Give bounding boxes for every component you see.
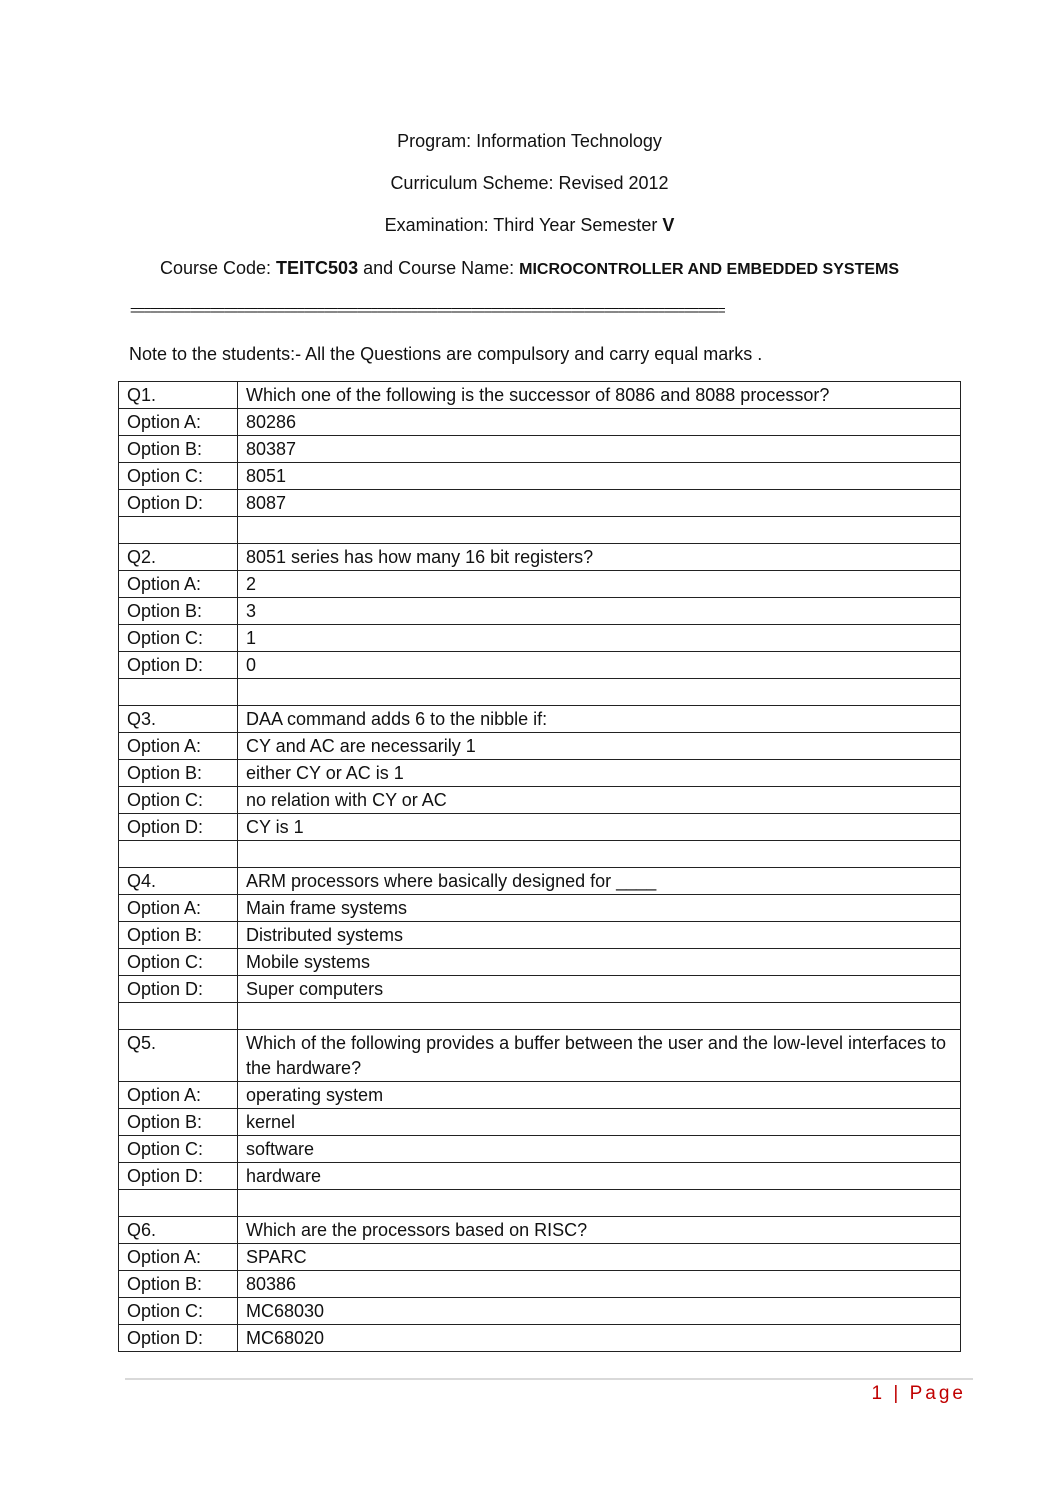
option-row-label: Option B: (119, 1271, 238, 1298)
question-row-text: DAA command adds 6 to the nibble if: (238, 706, 961, 733)
question-row-text: ARM processors where basically designed for ____ (238, 868, 961, 895)
separator-line: ========================================================================================= (130, 302, 725, 318)
option-row (119, 598, 961, 625)
spacer-row (119, 679, 961, 706)
spacer-row-text (238, 841, 961, 868)
option-row-label: Option D: (119, 814, 238, 841)
option-row (119, 1109, 961, 1136)
question-row (119, 544, 961, 571)
option-row-text: CY is 1 (238, 814, 961, 841)
option-row (119, 652, 961, 679)
option-row-label: Option A: (119, 571, 238, 598)
spacer-row-label (119, 1190, 238, 1217)
option-row (119, 1082, 961, 1109)
page-footer (800, 1383, 966, 1405)
question-row-text: Which one of the following is the successor of 8086 and 8088 processor? (238, 382, 961, 409)
option-row (119, 949, 961, 976)
option-row-text: MC68030 (238, 1298, 961, 1325)
option-row-text: 80386 (238, 1271, 961, 1298)
examination-line (0, 214, 1059, 236)
option-row (119, 733, 961, 760)
option-row-label: Option B: (119, 436, 238, 463)
option-row-label: Option D: (119, 976, 238, 1003)
option-row (119, 1136, 961, 1163)
option-row-text: either CY or AC is 1 (238, 760, 961, 787)
option-row-text: 0 (238, 652, 961, 679)
option-row-label: Option A: (119, 895, 238, 922)
option-row (119, 436, 961, 463)
course-line (0, 257, 1059, 281)
program-value: Information Technology (476, 131, 662, 151)
course-code-label: Course Code: (159, 258, 277, 278)
page-label: | Page (885, 1383, 966, 1404)
option-row-label: Option C: (119, 787, 238, 814)
question-row-label: Q3. (119, 706, 238, 733)
question-row (119, 868, 961, 895)
option-row-text: 8087 (238, 490, 961, 517)
course-name-label: and Course Name: (358, 258, 520, 278)
option-row (119, 1244, 961, 1271)
option-row-label: Option C: (119, 1298, 238, 1325)
option-row-text: 2 (238, 571, 961, 598)
option-row-label: Option A: (119, 733, 238, 760)
spacer-row-label (119, 679, 238, 706)
spacer-row-label (119, 841, 238, 868)
option-row-label: Option A: (119, 1082, 238, 1109)
option-row (119, 463, 961, 490)
option-row-text: Distributed systems (238, 922, 961, 949)
option-row (119, 760, 961, 787)
option-row-text: 1 (238, 625, 961, 652)
exam-prefix: Examination: Third Year Semester (384, 215, 663, 235)
curriculum-scheme: Curriculum Scheme: Revised 2012 (390, 173, 669, 193)
option-row (119, 1271, 961, 1298)
spacer-row (119, 841, 961, 868)
option-row-label: Option A: (119, 409, 238, 436)
option-row-text: 80286 (238, 409, 961, 436)
question-row (119, 1217, 961, 1244)
student-note: Note to the students:- All the Questions are compulsory and carry equal marks . (129, 344, 763, 364)
option-row-text: 8051 (238, 463, 961, 490)
footer-divider (125, 1378, 973, 1380)
spacer-row (119, 1190, 961, 1217)
option-row-label: Option B: (119, 598, 238, 625)
spacer-row-label (119, 1003, 238, 1030)
option-row-label: Option B: (119, 1109, 238, 1136)
option-row-text: Main frame systems (238, 895, 961, 922)
option-row-label: Option B: (119, 922, 238, 949)
option-row-text: no relation with CY or AC (238, 787, 961, 814)
option-row-text: MC68020 (238, 1325, 961, 1352)
course-name: MICROCONTROLLER AND EMBEDDED SYSTEMS (519, 261, 900, 278)
option-row (119, 571, 961, 598)
option-row (119, 922, 961, 949)
option-row-text: SPARC (238, 1244, 961, 1271)
option-row (119, 976, 961, 1003)
question-row-text: Which are the processors based on RISC? (238, 1217, 961, 1244)
question-row-label: Q1. (119, 382, 238, 409)
option-row-text: CY and AC are necessarily 1 (238, 733, 961, 760)
option-row (119, 814, 961, 841)
option-row-label: Option D: (119, 652, 238, 679)
option-row-label: Option B: (119, 760, 238, 787)
option-row (119, 1163, 961, 1190)
option-row-label: Option C: (119, 949, 238, 976)
spacer-row-text (238, 1003, 961, 1030)
option-row-label: Option A: (119, 1244, 238, 1271)
questions-table-body (119, 382, 961, 1352)
program-label: Program: (397, 131, 477, 151)
question-row (119, 1030, 961, 1082)
option-row (119, 1325, 961, 1352)
question-row (119, 382, 961, 409)
page-number: 1 (871, 1383, 886, 1404)
option-row-text: Super computers (238, 976, 961, 1003)
questions-table (118, 381, 961, 1352)
question-row-text: 8051 series has how many 16 bit registers? (238, 544, 961, 571)
spacer-row-label (119, 517, 238, 544)
question-row-label: Q5. (119, 1030, 238, 1082)
option-row (119, 490, 961, 517)
option-row-text: hardware (238, 1163, 961, 1190)
option-row (119, 787, 961, 814)
question-row-label: Q4. (119, 868, 238, 895)
option-row-label: Option C: (119, 625, 238, 652)
spacer-row-text (238, 1190, 961, 1217)
option-row (119, 409, 961, 436)
spacer-row-text (238, 517, 961, 544)
option-row-label: Option C: (119, 1136, 238, 1163)
option-row (119, 895, 961, 922)
option-row-label: Option D: (119, 490, 238, 517)
question-row-label: Q2. (119, 544, 238, 571)
option-row-text: 80387 (238, 436, 961, 463)
spacer-row (119, 517, 961, 544)
option-row-text: operating system (238, 1082, 961, 1109)
option-row-label: Option D: (119, 1163, 238, 1190)
question-row (119, 706, 961, 733)
course-code: TEITC503 (276, 258, 359, 278)
exam-semester: V (662, 215, 675, 235)
spacer-row (119, 1003, 961, 1030)
option-row-label: Option D: (119, 1325, 238, 1352)
option-row-text: kernel (238, 1109, 961, 1136)
question-row-text: Which of the following provides a buffer between the user and the low-level interfaces to the hardware? (238, 1030, 961, 1082)
question-row-label: Q6. (119, 1217, 238, 1244)
option-row-text: Mobile systems (238, 949, 961, 976)
option-row-text: 3 (238, 598, 961, 625)
spacer-row-text (238, 679, 961, 706)
option-row-label: Option C: (119, 463, 238, 490)
program-line (0, 130, 1059, 152)
option-row-text: software (238, 1136, 961, 1163)
option-row (119, 625, 961, 652)
option-row (119, 1298, 961, 1325)
